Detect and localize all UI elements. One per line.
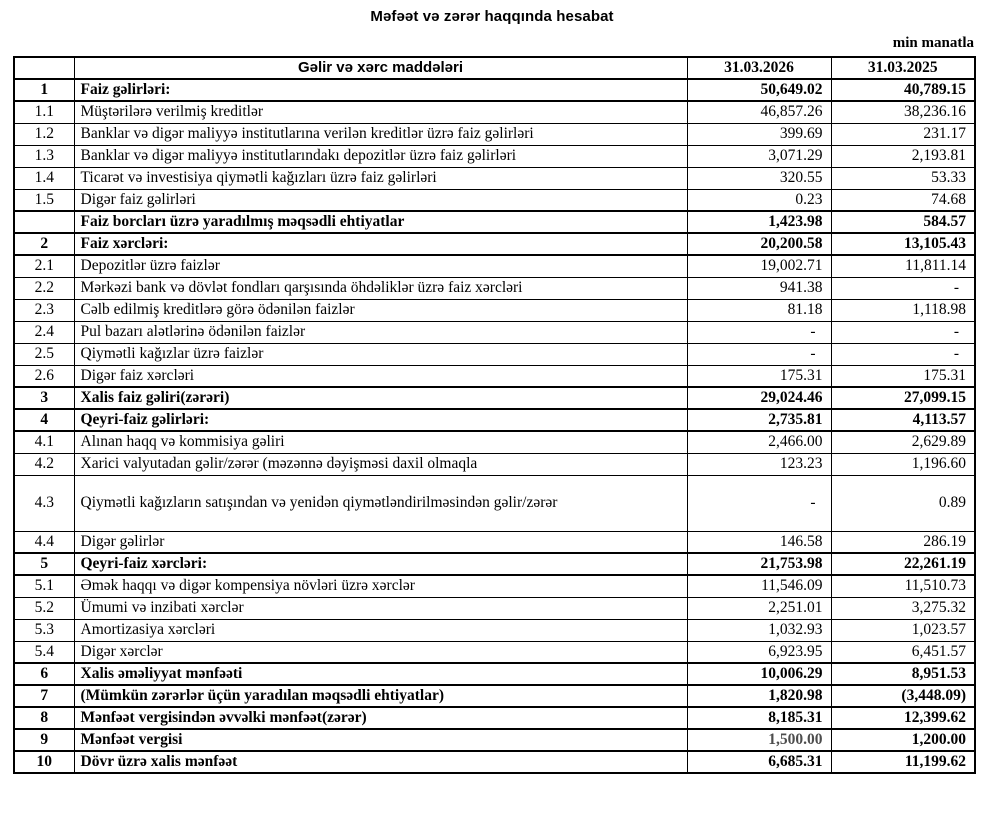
row-number-cell: 5 — [14, 553, 74, 575]
value-2026-cell: 146.58 — [687, 531, 831, 553]
table-row — [14, 101, 975, 123]
row-number-cell: 4.4 — [14, 531, 74, 553]
row-label-cell: Cəlb edilmiş kreditlərə görə ödənilən faizlər — [74, 299, 687, 321]
table-row — [14, 79, 975, 101]
row-number-cell: 5.1 — [14, 575, 74, 597]
row-label-cell: Dövr üzrə xalis mənfəət — [74, 751, 687, 773]
row-label-cell: Xarici valyutadan gəlir/zərər (məzənnə dəyişməsi daxil olmaqla — [74, 453, 687, 475]
value-2025-cell: 13,105.43 — [831, 233, 975, 255]
row-label-cell: Mənfəət vergisi — [74, 729, 687, 751]
value-2026-cell: 2,466.00 — [687, 431, 831, 453]
value-2025-cell: - — [831, 343, 975, 365]
value-2026-cell: 8,185.31 — [687, 707, 831, 729]
row-label-cell: Depozitlər üzrə faizlər — [74, 255, 687, 277]
row-label-cell: Pul bazarı alətlərinə ödənilən faizlər — [74, 321, 687, 343]
row-number-cell: 8 — [14, 707, 74, 729]
value-2025-cell: 4,113.57 — [831, 409, 975, 431]
row-number-cell: 6 — [14, 663, 74, 685]
row-number-cell: 2 — [14, 233, 74, 255]
table-row — [14, 475, 975, 531]
row-number-cell: 5.2 — [14, 597, 74, 619]
table-row — [14, 575, 975, 597]
row-label-cell: Xalis əməliyyat mənfəəti — [74, 663, 687, 685]
row-label-cell: Ticarət və investisiya qiymətli kağızları üzrə faiz gəlirləri — [74, 167, 687, 189]
row-number-cell: 2.1 — [14, 255, 74, 277]
row-label-cell: Faiz borcları üzrə yaradılmış məqsədli ehtiyatlar — [74, 211, 687, 233]
table-row — [14, 751, 975, 773]
table-row — [14, 189, 975, 211]
value-2026-cell: 0.23 — [687, 189, 831, 211]
row-label-cell: Qiymətli kağızların satışından və yenidən qiymətləndirilməsindən gəlir/zərər — [74, 475, 687, 531]
value-2026-cell: 2,735.81 — [687, 409, 831, 431]
value-2026-cell: 1,032.93 — [687, 619, 831, 641]
table-row — [14, 619, 975, 641]
row-number-cell: 5.3 — [14, 619, 74, 641]
value-2026-cell: 19,002.71 — [687, 255, 831, 277]
table-row — [14, 431, 975, 453]
value-2025-cell: 53.33 — [831, 167, 975, 189]
table-header-row — [14, 57, 975, 79]
value-2025-cell: 175.31 — [831, 365, 975, 387]
value-2025-cell: 1,196.60 — [831, 453, 975, 475]
row-label-cell: Faiz gəlirləri: — [74, 79, 687, 101]
value-2026-cell: 21,753.98 — [687, 553, 831, 575]
table-row — [14, 145, 975, 167]
value-2025-cell: 584.57 — [831, 211, 975, 233]
value-2025-cell: 1,023.57 — [831, 619, 975, 641]
row-number-cell: 7 — [14, 685, 74, 707]
table-row — [14, 343, 975, 365]
value-2025-cell: 74.68 — [831, 189, 975, 211]
table-row — [14, 553, 975, 575]
header-col-2025: 31.03.2025 — [831, 57, 975, 79]
value-2026-cell: 20,200.58 — [687, 233, 831, 255]
table-row — [14, 321, 975, 343]
table-row — [14, 663, 975, 685]
value-2025-cell: - — [831, 321, 975, 343]
table-row — [14, 365, 975, 387]
table-row — [14, 233, 975, 255]
value-2026-cell: 1,820.98 — [687, 685, 831, 707]
row-label-cell: Müştərilərə verilmiş kreditlər — [74, 101, 687, 123]
page-title: Məfəət və zərər haqqında hesabat — [370, 8, 614, 25]
table-row — [14, 531, 975, 553]
value-2026-cell: 81.18 — [687, 299, 831, 321]
table-row — [14, 597, 975, 619]
table-row — [14, 729, 975, 751]
row-number-cell: 2.3 — [14, 299, 74, 321]
row-number-cell: 2.4 — [14, 321, 74, 343]
value-2025-cell: 231.17 — [831, 123, 975, 145]
row-number-cell: 4.3 — [14, 475, 74, 531]
value-2025-cell: 11,199.62 — [831, 751, 975, 773]
value-2025-cell: 12,399.62 — [831, 707, 975, 729]
unit-note: min manatla — [892, 35, 974, 51]
table-row — [14, 685, 975, 707]
row-number-cell: 2.2 — [14, 277, 74, 299]
value-2026-cell: 123.23 — [687, 453, 831, 475]
value-2025-cell: - — [831, 277, 975, 299]
table-row — [14, 409, 975, 431]
table-row — [14, 211, 975, 233]
row-label-cell: Digər faiz gəlirləri — [74, 189, 687, 211]
value-2026-cell: 50,649.02 — [687, 79, 831, 101]
value-2026-cell: 6,923.95 — [687, 641, 831, 663]
value-2026-cell: - — [687, 475, 831, 531]
value-2026-cell: 29,024.46 — [687, 387, 831, 409]
value-2025-cell: 2,193.81 — [831, 145, 975, 167]
header-number-cell — [14, 57, 74, 79]
row-label-cell: Alınan haqq və kommisiya gəliri — [74, 431, 687, 453]
value-2026-cell: 10,006.29 — [687, 663, 831, 685]
row-number-cell: 1 — [14, 79, 74, 101]
value-2025-cell: 22,261.19 — [831, 553, 975, 575]
row-number-cell: 1.4 — [14, 167, 74, 189]
row-label-cell: Qeyri-faiz gəlirləri: — [74, 409, 687, 431]
row-label-cell: Digər gəlirlər — [74, 531, 687, 553]
row-number-cell: 2.5 — [14, 343, 74, 365]
value-2025-cell: 11,510.73 — [831, 575, 975, 597]
row-number-cell: 4 — [14, 409, 74, 431]
income-statement-table — [13, 56, 976, 774]
row-number-cell: 1.5 — [14, 189, 74, 211]
value-2026-cell: 399.69 — [687, 123, 831, 145]
row-number-cell: 1.3 — [14, 145, 74, 167]
row-label-cell: (Mümkün zərərlər üçün yaradılan məqsədli ehtiyatlar) — [74, 685, 687, 707]
table-row — [14, 167, 975, 189]
table-row — [14, 641, 975, 663]
value-2025-cell: 40,789.15 — [831, 79, 975, 101]
value-2025-cell: 1,200.00 — [831, 729, 975, 751]
row-label-cell: Faiz xərcləri: — [74, 233, 687, 255]
value-2026-cell: 2,251.01 — [687, 597, 831, 619]
table-row — [14, 255, 975, 277]
row-number-cell: 2.6 — [14, 365, 74, 387]
value-2025-cell: 11,811.14 — [831, 255, 975, 277]
value-2025-cell: 8,951.53 — [831, 663, 975, 685]
table-row — [14, 277, 975, 299]
row-number-cell: 10 — [14, 751, 74, 773]
value-2025-cell: 27,099.15 — [831, 387, 975, 409]
header-col-2026: 31.03.2026 — [687, 57, 831, 79]
row-label-cell: Digər faiz xərcləri — [74, 365, 687, 387]
row-label-cell: Xalis faiz gəliri(zərəri) — [74, 387, 687, 409]
value-2026-cell: 6,685.31 — [687, 751, 831, 773]
row-number-cell: 1.1 — [14, 101, 74, 123]
value-2026-cell: 46,857.26 — [687, 101, 831, 123]
row-label-cell: Banklar və digər maliyyə institutlarına verilən kreditlər üzrə faiz gəlirləri — [74, 123, 687, 145]
value-2025-cell: 3,275.32 — [831, 597, 975, 619]
row-label-cell: Mənfəət vergisindən əvvəlki mənfəət(zərər) — [74, 707, 687, 729]
value-2025-cell: 38,236.16 — [831, 101, 975, 123]
row-number-cell: 9 — [14, 729, 74, 751]
value-2025-cell: 2,629.89 — [831, 431, 975, 453]
value-2026-cell: 1,500.00 — [687, 729, 831, 751]
row-number-cell — [14, 211, 74, 233]
row-number-cell: 5.4 — [14, 641, 74, 663]
row-label-cell: Banklar və digər maliyyə institutlarındakı depozitlər üzrə faiz gəlirləri — [74, 145, 687, 167]
table-row — [14, 299, 975, 321]
row-number-cell: 1.2 — [14, 123, 74, 145]
value-2026-cell: 11,546.09 — [687, 575, 831, 597]
row-number-cell: 3 — [14, 387, 74, 409]
row-number-cell: 4.1 — [14, 431, 74, 453]
row-label-cell: Qiymətli kağızlar üzrə faizlər — [74, 343, 687, 365]
value-2025-cell: 6,451.57 — [831, 641, 975, 663]
value-2026-cell: 320.55 — [687, 167, 831, 189]
value-2025-cell: 0.89 — [831, 475, 975, 531]
value-2026-cell: 941.38 — [687, 277, 831, 299]
table-body — [14, 79, 975, 773]
table-row — [14, 453, 975, 475]
row-label-cell: Amortizasiya xərcləri — [74, 619, 687, 641]
row-label-cell: Mərkəzi bank və dövlət fondları qarşısında öhdəliklər üzrə faiz xərcləri — [74, 277, 687, 299]
value-2026-cell: - — [687, 321, 831, 343]
value-2025-cell: 286.19 — [831, 531, 975, 553]
value-2025-cell: 1,118.98 — [831, 299, 975, 321]
value-2026-cell: 1,423.98 — [687, 211, 831, 233]
row-label-cell: Ümumi və inzibati xərclər — [74, 597, 687, 619]
row-label-cell: Qeyri-faiz xərcləri: — [74, 553, 687, 575]
row-number-cell: 4.2 — [14, 453, 74, 475]
row-label-cell: Əmək haqqı və digər kompensiya növləri üzrə xərclər — [74, 575, 687, 597]
row-label-cell: Digər xərclər — [74, 641, 687, 663]
value-2026-cell: 175.31 — [687, 365, 831, 387]
table-row — [14, 707, 975, 729]
header-items-cell: Gəlir və xərc maddələri — [74, 57, 687, 79]
value-2026-cell: 3,071.29 — [687, 145, 831, 167]
table-row — [14, 123, 975, 145]
value-2026-cell: - — [687, 343, 831, 365]
value-2025-cell: (3,448.09) — [831, 685, 975, 707]
table-row — [14, 387, 975, 409]
